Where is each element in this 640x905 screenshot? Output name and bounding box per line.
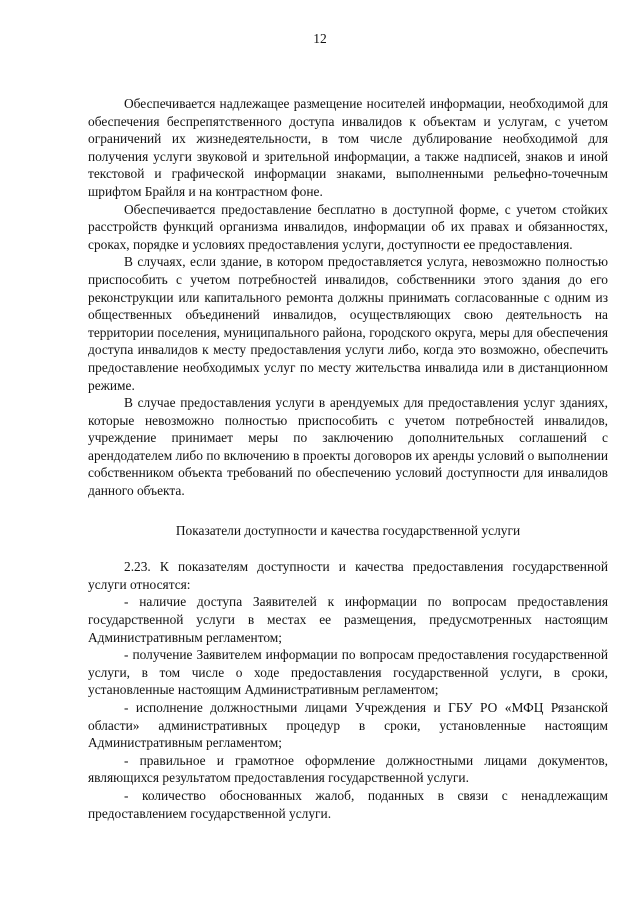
page-number: 12 bbox=[313, 31, 327, 46]
document-body bbox=[88, 95, 608, 822]
list-item: - наличие доступа Заявителей к информации по вопросам предоставления государственной услуги в местах ее размещения, предусмотренных настоящим Административным регламентом; bbox=[88, 594, 608, 645]
list-item: - исполнение должностными лицами Учреждения и ГБУ РО «МФЦ Рязанской области» административных процедур в сроки, установленные настоящим Административным регламентом; bbox=[88, 700, 608, 751]
paragraph-rented-buildings: В случае предоставления услуги в арендуемых для предоставления услуг зданиях, которые невозможно полностью приспособить с учетом потребностей инвалидов, учреждение принимает меры по заключению дополнительных соглашений с арендодателем либо по включению в проекты договоров их аренды условий о выполнении собственником объекта требований по обеспечению условий доступности для инвалидов данного объекта. bbox=[88, 395, 608, 499]
list-item: - получение Заявителем информации по вопросам предоставления государственной услуги, в том числе о ходе предоставления государственной услуги, в сроки, установленные настоящим Административным регламентом; bbox=[88, 647, 608, 698]
paragraph-building-adaptation: В случаях, если здание, в котором предоставляется услуга, невозможно полностью приспособить с учетом потребностей инвалидов, собственники этого здания до его реконструкции или капитального ремонта должны принимать согласованные с одним из общественных объединений инвалидов, осуществляющих свою деятельность на территории поселения, муниципального района, городского округа, меры для обеспечения доступа инвалидов к месту предоставления услуги либо, когда это возможно, обеспечить предоставление необходимых услуг по месту жительства инвалида или в дистанционном режиме. bbox=[88, 254, 608, 393]
section-intro: 2.23. К показателям доступности и качества предоставления государственной услуги относятся: bbox=[88, 559, 608, 592]
paragraph-signage: Обеспечивается надлежащее размещение носителей информации, необходимой для обеспечения беспрепятственного доступа инвалидов к объектам и услугам, с учетом ограничений их жизнедеятельности, в том числе дублирование необходимой для получения услуги звуковой и зрительной информации, а также надписей, знаков и иной текстовой и графической информации знаками, выполненными рельефно-точечным шрифтом Брайля и на контрастном фоне. bbox=[88, 96, 608, 199]
paragraph-free-information: Обеспечивается предоставление бесплатно в доступной форме, с учетом стойких расстройств функций организма инвалидов, информации об их правах и обязанностях, сроках, порядке и условиях предоставления услуги, доступности ее предоставления. bbox=[88, 201, 608, 252]
list-item: - правильное и грамотное оформление должностными лицами документов, являющихся результатом предоставления государственной услуги. bbox=[88, 752, 608, 786]
section-heading: Показатели доступности и качества государственной услуги bbox=[175, 522, 521, 538]
list-item: - количество обоснованных жалоб, поданных в связи с ненадлежащим предоставлением государственной услуги. bbox=[88, 787, 608, 821]
